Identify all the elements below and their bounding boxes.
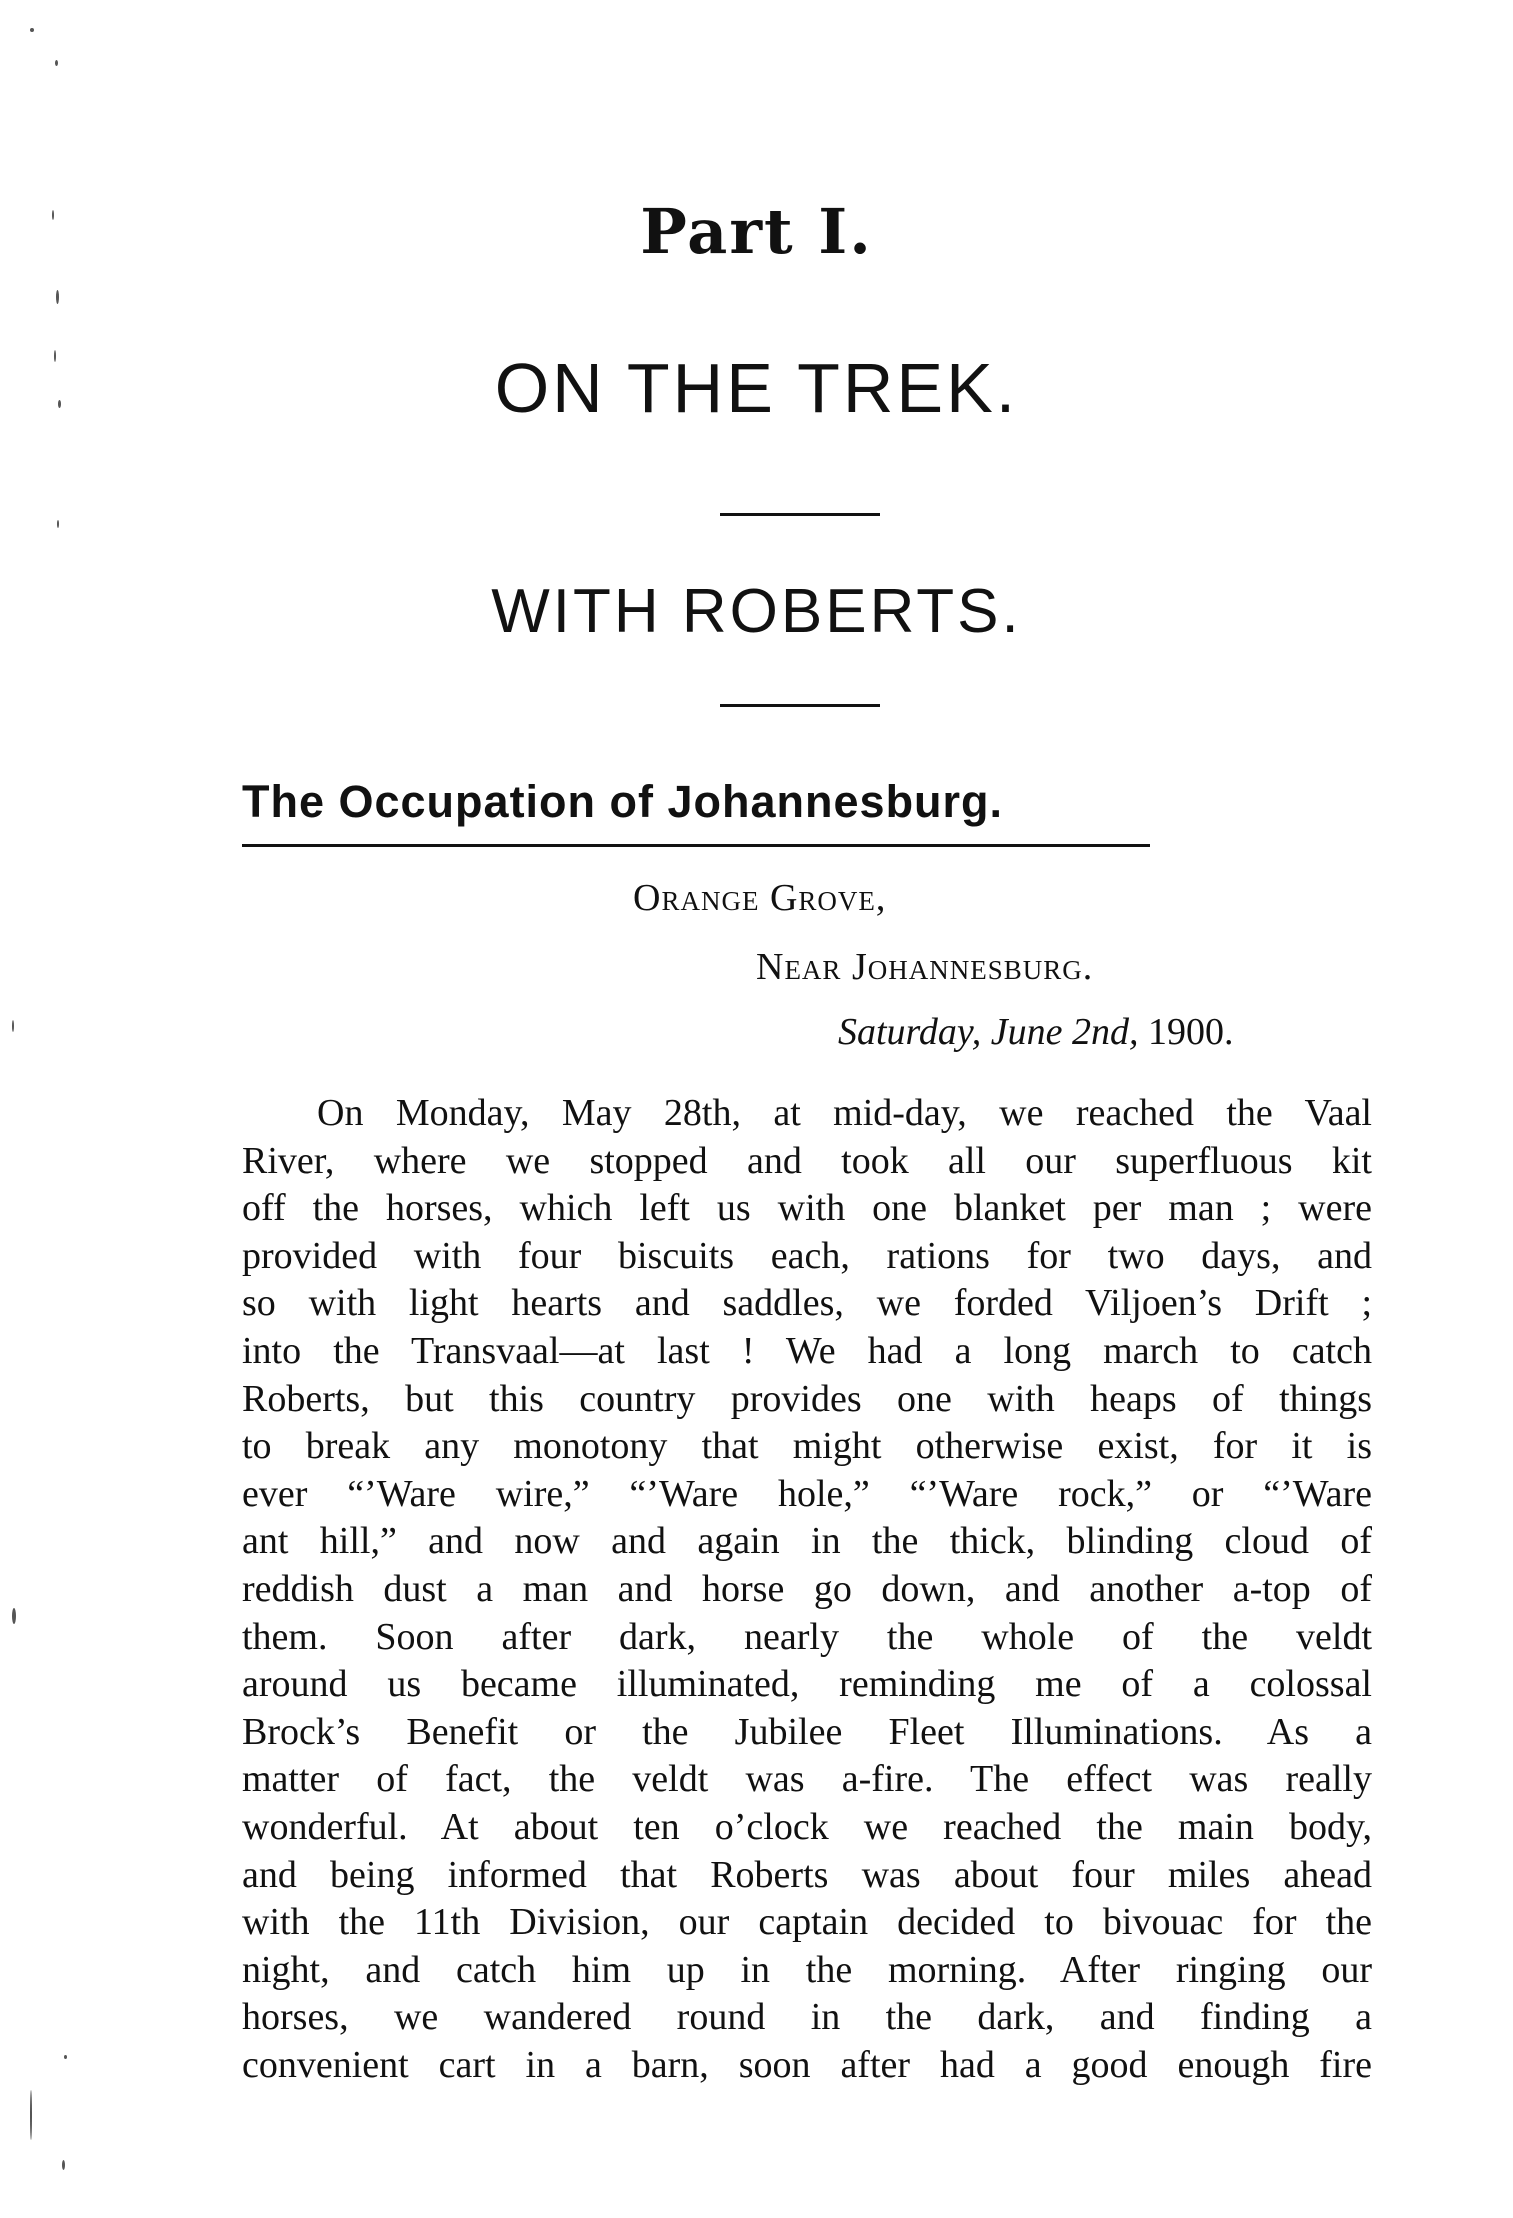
body-line: provided with four biscuits each, rations for two days, and (242, 1234, 1372, 1277)
dateline-day: Saturday, (838, 1011, 982, 1053)
body-line: Roberts, but this country provides one with heaps of things (242, 1377, 1372, 1420)
body-paragraph (242, 1090, 1372, 2089)
main-heading: ON THE TREK. (494, 349, 1019, 427)
body-line: off the horses, which left us with one blanket per man ; were (242, 1187, 1372, 1230)
body-line: convenient cart in a barn, soon after had a good enough fire (242, 2043, 1372, 2086)
section-title-underline (242, 844, 1150, 847)
body-line: them. Soon after dark, nearly the whole of the veldt (242, 1615, 1372, 1658)
heading-divider (720, 704, 880, 707)
scan-speck (30, 2090, 32, 2140)
body-line: to break any monotony that might otherwise exist, for it is (242, 1425, 1372, 1468)
body-line: matter of fact, the veldt was a-fire. The effect was really (242, 1758, 1372, 1801)
body-line: around us became illuminated, reminding me of a colossal (242, 1663, 1372, 1706)
body-line: River, where we stopped and took all our superfluous kit (242, 1139, 1372, 1182)
body-line: horses, we wandered round in the dark, and finding a (242, 1996, 1372, 2039)
part-heading: Part I. (640, 195, 873, 268)
dateline-year: 1900. (1147, 1011, 1234, 1053)
dateline-day-number: 2nd, (1071, 1011, 1139, 1053)
scan-speck (12, 1020, 14, 1032)
scan-speck (64, 2055, 67, 2059)
body-line: ever “’Ware wire,” “’Ware hole,” “’Ware rock,” or “’Ware (242, 1472, 1372, 1515)
body-line: so with light hearts and saddles, we forded Viljoen’s Drift ; (242, 1282, 1372, 1325)
section-title: The Occupation of Johannesburg. (242, 776, 1004, 827)
scan-speck (56, 290, 59, 304)
dateline-date (838, 1010, 1233, 1054)
scan-speck (57, 520, 59, 528)
dateline-month: June (990, 1011, 1063, 1053)
body-line: wonderful. At about ten o’clock we reached the main body, (242, 1805, 1372, 1848)
scan-speck (30, 28, 34, 32)
dateline-city: Near Johannesburg. (756, 946, 1094, 988)
scan-speck (55, 60, 58, 66)
body-line: On Monday, May 28th, at mid-day, we reached the Vaal (317, 1092, 1372, 1134)
body-line: reddish dust a man and horse go down, and another a-top of (242, 1567, 1372, 1610)
body-line: and being informed that Roberts was about four miles ahead (242, 1853, 1372, 1896)
scan-speck (62, 2160, 65, 2170)
body-line: with the 11th Division, our captain decided to bivouac for the (242, 1901, 1372, 1944)
scan-speck (12, 1608, 16, 1624)
sub-heading: WITH ROBERTS. (491, 577, 1022, 646)
body-line: ant hill,” and now and again in the thick, blinding cloud of (242, 1520, 1372, 1563)
heading-divider (720, 513, 880, 516)
body-line: Brock’s Benefit or the Jubilee Fleet Illuminations. As a (242, 1710, 1372, 1753)
dateline-place: Orange Grove, (633, 877, 887, 919)
body-line: into the Transvaal—at last ! We had a long march to catch (242, 1329, 1372, 1372)
body-line: night, and catch him up in the morning. After ringing our (242, 1948, 1372, 1991)
